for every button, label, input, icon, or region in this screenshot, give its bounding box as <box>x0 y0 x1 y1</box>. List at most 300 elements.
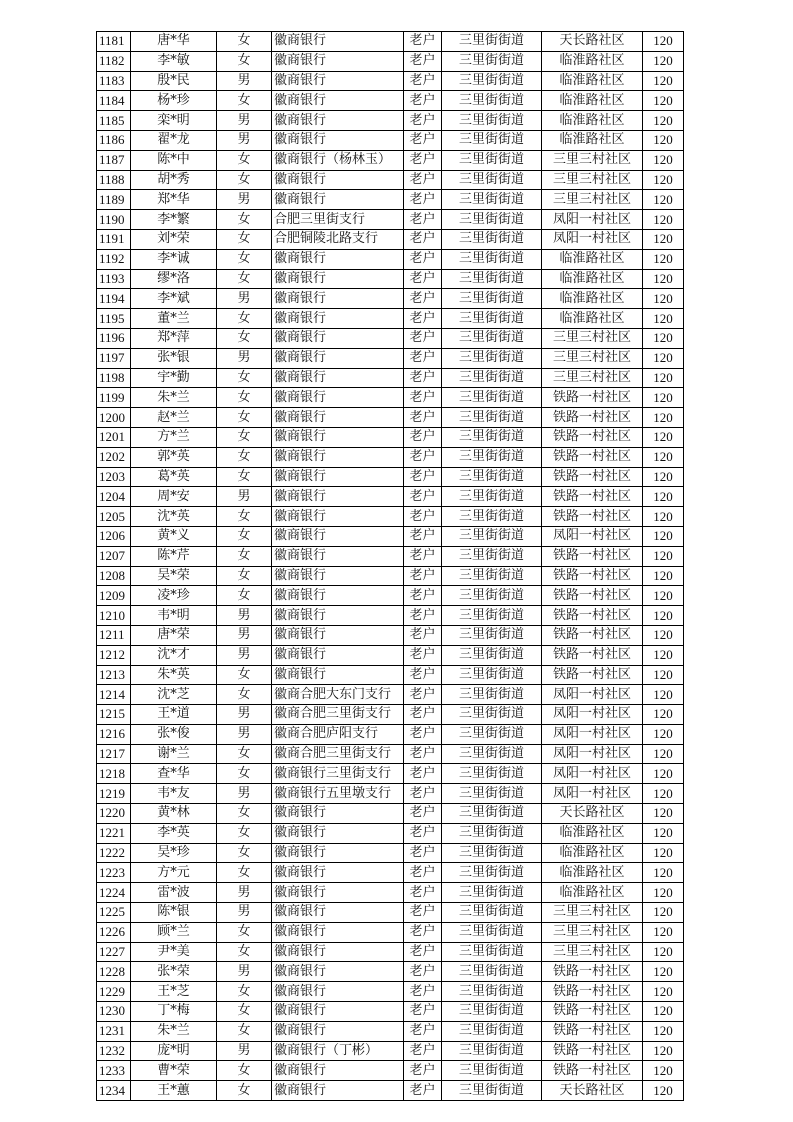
bank-name-cell: 徽商银行 <box>272 962 404 982</box>
community-cell: 铁路一村社区 <box>542 665 643 685</box>
gender-cell: 男 <box>217 190 272 210</box>
account-type-cell: 老户 <box>404 289 442 309</box>
account-type-cell: 老户 <box>404 328 442 348</box>
row-number-cell: 1199 <box>97 388 131 408</box>
account-type-cell: 老户 <box>404 843 442 863</box>
amount-cell: 120 <box>643 863 684 883</box>
gender-cell: 男 <box>217 606 272 626</box>
community-cell: 天长路社区 <box>542 804 643 824</box>
community-cell: 铁路一村社区 <box>542 606 643 626</box>
table-row <box>97 111 684 131</box>
gender-cell: 男 <box>217 903 272 923</box>
resident-name-cell: 李*敏 <box>131 51 217 71</box>
community-cell: 三里三村社区 <box>542 190 643 210</box>
resident-name-cell: 赵*兰 <box>131 408 217 428</box>
bank-name-cell: 徽商银行 <box>272 1081 404 1101</box>
account-type-cell: 老户 <box>404 51 442 71</box>
gender-cell: 女 <box>217 922 272 942</box>
amount-cell: 120 <box>643 982 684 1002</box>
row-number-cell: 1194 <box>97 289 131 309</box>
row-number-cell: 1224 <box>97 883 131 903</box>
row-number-cell: 1228 <box>97 962 131 982</box>
resident-name-cell: 沈*才 <box>131 645 217 665</box>
resident-name-cell: 郑*萍 <box>131 328 217 348</box>
account-type-cell: 老户 <box>404 883 442 903</box>
resident-name-cell: 缪*洛 <box>131 269 217 289</box>
resident-name-cell: 刘*荣 <box>131 229 217 249</box>
amount-cell: 120 <box>643 487 684 507</box>
gender-cell: 男 <box>217 962 272 982</box>
amount-cell: 120 <box>643 467 684 487</box>
gender-cell: 女 <box>217 1081 272 1101</box>
account-type-cell: 老户 <box>404 903 442 923</box>
street-cell: 三里街街道 <box>442 467 542 487</box>
resident-name-cell: 吴*荣 <box>131 566 217 586</box>
account-type-cell: 老户 <box>404 1081 442 1101</box>
street-cell: 三里街街道 <box>442 289 542 309</box>
community-cell: 铁路一村社区 <box>542 586 643 606</box>
amount-cell: 120 <box>643 566 684 586</box>
gender-cell: 女 <box>217 1061 272 1081</box>
resident-name-cell: 董*兰 <box>131 309 217 329</box>
resident-name-cell: 陈*芹 <box>131 546 217 566</box>
row-number-cell: 1219 <box>97 784 131 804</box>
resident-name-cell: 郑*华 <box>131 190 217 210</box>
row-number-cell: 1230 <box>97 1002 131 1022</box>
amount-cell: 120 <box>643 724 684 744</box>
amount-cell: 120 <box>643 507 684 527</box>
gender-cell: 女 <box>217 368 272 388</box>
gender-cell: 女 <box>217 764 272 784</box>
row-number-cell: 1185 <box>97 111 131 131</box>
resident-name-cell: 王*芝 <box>131 982 217 1002</box>
street-cell: 三里街街道 <box>442 229 542 249</box>
table-row <box>97 744 684 764</box>
resident-name-cell: 李*诚 <box>131 249 217 269</box>
account-type-cell: 老户 <box>404 764 442 784</box>
community-cell: 凤阳一村社区 <box>542 744 643 764</box>
amount-cell: 120 <box>643 408 684 428</box>
community-cell: 铁路一村社区 <box>542 467 643 487</box>
resident-name-cell: 谢*兰 <box>131 744 217 764</box>
bank-name-cell: 徽商银行 <box>272 922 404 942</box>
gender-cell: 女 <box>217 229 272 249</box>
gender-cell: 女 <box>217 804 272 824</box>
account-type-cell: 老户 <box>404 507 442 527</box>
row-number-cell: 1189 <box>97 190 131 210</box>
row-number-cell: 1225 <box>97 903 131 923</box>
amount-cell: 120 <box>643 705 684 725</box>
resident-name-cell: 王*蕙 <box>131 1081 217 1101</box>
account-type-cell: 老户 <box>404 309 442 329</box>
bank-name-cell: 徽商银行 <box>272 804 404 824</box>
row-number-cell: 1217 <box>97 744 131 764</box>
row-number-cell: 1220 <box>97 804 131 824</box>
community-cell: 临淮路社区 <box>542 130 643 150</box>
gender-cell: 女 <box>217 309 272 329</box>
street-cell: 三里街街道 <box>442 1002 542 1022</box>
row-number-cell: 1204 <box>97 487 131 507</box>
gender-cell: 女 <box>217 269 272 289</box>
gender-cell: 女 <box>217 665 272 685</box>
community-cell: 铁路一村社区 <box>542 982 643 1002</box>
amount-cell: 120 <box>643 32 684 52</box>
amount-cell: 120 <box>643 289 684 309</box>
table-row <box>97 804 684 824</box>
table-row <box>97 942 684 962</box>
amount-cell: 120 <box>643 229 684 249</box>
row-number-cell: 1210 <box>97 606 131 626</box>
community-cell: 凤阳一村社区 <box>542 784 643 804</box>
community-cell: 三里三村社区 <box>542 942 643 962</box>
row-number-cell: 1182 <box>97 51 131 71</box>
table-row <box>97 784 684 804</box>
table-row <box>97 883 684 903</box>
gender-cell: 男 <box>217 625 272 645</box>
amount-cell: 120 <box>643 903 684 923</box>
street-cell: 三里街街道 <box>442 170 542 190</box>
table-row <box>97 229 684 249</box>
gender-cell: 女 <box>217 447 272 467</box>
row-number-cell: 1208 <box>97 566 131 586</box>
row-number-cell: 1234 <box>97 1081 131 1101</box>
bank-name-cell: 徽商银行 <box>272 645 404 665</box>
street-cell: 三里街街道 <box>442 546 542 566</box>
community-cell: 凤阳一村社区 <box>542 705 643 725</box>
bank-name-cell: 徽商合肥三里街支行 <box>272 744 404 764</box>
account-type-cell: 老户 <box>404 625 442 645</box>
community-cell: 凤阳一村社区 <box>542 210 643 230</box>
row-number-cell: 1202 <box>97 447 131 467</box>
table-row <box>97 309 684 329</box>
street-cell: 三里街街道 <box>442 645 542 665</box>
amount-cell: 120 <box>643 71 684 91</box>
street-cell: 三里街街道 <box>442 1041 542 1061</box>
resident-name-cell: 方*兰 <box>131 427 217 447</box>
account-type-cell: 老户 <box>404 249 442 269</box>
bank-name-cell: 徽商银行 <box>272 903 404 923</box>
gender-cell: 女 <box>217 210 272 230</box>
row-number-cell: 1186 <box>97 130 131 150</box>
bank-name-cell: 徽商银行 <box>272 1002 404 1022</box>
table-row <box>97 269 684 289</box>
street-cell: 三里街街道 <box>442 487 542 507</box>
table-row <box>97 526 684 546</box>
community-cell: 临淮路社区 <box>542 249 643 269</box>
amount-cell: 120 <box>643 1081 684 1101</box>
account-type-cell: 老户 <box>404 150 442 170</box>
street-cell: 三里街街道 <box>442 269 542 289</box>
street-cell: 三里街街道 <box>442 764 542 784</box>
table-row <box>97 1061 684 1081</box>
table-row <box>97 863 684 883</box>
resident-name-cell: 吴*珍 <box>131 843 217 863</box>
resident-name-cell: 杨*珍 <box>131 91 217 111</box>
community-cell: 临淮路社区 <box>542 269 643 289</box>
community-cell: 铁路一村社区 <box>542 645 643 665</box>
bank-name-cell: 合肥三里街支行 <box>272 210 404 230</box>
gender-cell: 男 <box>217 348 272 368</box>
table-row <box>97 427 684 447</box>
bank-name-cell: 徽商银行 <box>272 368 404 388</box>
row-number-cell: 1187 <box>97 150 131 170</box>
bank-name-cell: 徽商银行 <box>272 665 404 685</box>
community-cell: 临淮路社区 <box>542 91 643 111</box>
account-type-cell: 老户 <box>404 32 442 52</box>
community-cell: 三里三村社区 <box>542 150 643 170</box>
street-cell: 三里街街道 <box>442 804 542 824</box>
account-type-cell: 老户 <box>404 665 442 685</box>
bank-name-cell: 徽商合肥三里街支行 <box>272 705 404 725</box>
street-cell: 三里街街道 <box>442 883 542 903</box>
table-row <box>97 982 684 1002</box>
account-type-cell: 老户 <box>404 645 442 665</box>
account-type-cell: 老户 <box>404 586 442 606</box>
gender-cell: 男 <box>217 784 272 804</box>
street-cell: 三里街街道 <box>442 724 542 744</box>
amount-cell: 120 <box>643 804 684 824</box>
account-type-cell: 老户 <box>404 606 442 626</box>
amount-cell: 120 <box>643 130 684 150</box>
resident-name-cell: 顾*兰 <box>131 922 217 942</box>
community-cell: 铁路一村社区 <box>542 1002 643 1022</box>
community-cell: 三里三村社区 <box>542 903 643 923</box>
community-cell: 铁路一村社区 <box>542 408 643 428</box>
amount-cell: 120 <box>643 625 684 645</box>
amount-cell: 120 <box>643 368 684 388</box>
street-cell: 三里街街道 <box>442 903 542 923</box>
gender-cell: 女 <box>217 507 272 527</box>
bank-name-cell: 徽商银行 <box>272 566 404 586</box>
gender-cell: 男 <box>217 111 272 131</box>
gender-cell: 女 <box>217 32 272 52</box>
street-cell: 三里街街道 <box>442 32 542 52</box>
bank-name-cell: 徽商银行 <box>272 130 404 150</box>
row-number-cell: 1192 <box>97 249 131 269</box>
street-cell: 三里街街道 <box>442 130 542 150</box>
community-cell: 铁路一村社区 <box>542 1021 643 1041</box>
row-number-cell: 1226 <box>97 922 131 942</box>
bank-name-cell: 徽商银行 <box>272 1021 404 1041</box>
street-cell: 三里街街道 <box>442 348 542 368</box>
table-row <box>97 1021 684 1041</box>
table-row <box>97 348 684 368</box>
gender-cell: 女 <box>217 91 272 111</box>
street-cell: 三里街街道 <box>442 210 542 230</box>
community-cell: 三里三村社区 <box>542 348 643 368</box>
resident-name-cell: 李*斌 <box>131 289 217 309</box>
row-number-cell: 1215 <box>97 705 131 725</box>
table-row <box>97 447 684 467</box>
amount-cell: 120 <box>643 51 684 71</box>
account-type-cell: 老户 <box>404 784 442 804</box>
gender-cell: 女 <box>217 1021 272 1041</box>
amount-cell: 120 <box>643 784 684 804</box>
street-cell: 三里街街道 <box>442 1061 542 1081</box>
resident-name-cell: 朱*英 <box>131 665 217 685</box>
amount-cell: 120 <box>643 606 684 626</box>
bank-name-cell: 徽商银行 <box>272 32 404 52</box>
bank-name-cell: 合肥铜陵北路支行 <box>272 229 404 249</box>
gender-cell: 女 <box>217 328 272 348</box>
resident-name-cell: 宇*勤 <box>131 368 217 388</box>
bank-name-cell: 徽商银行 <box>272 883 404 903</box>
resident-name-cell: 尹*美 <box>131 942 217 962</box>
table-row <box>97 546 684 566</box>
bank-name-cell: 徽商银行 <box>272 507 404 527</box>
community-cell: 三里三村社区 <box>542 170 643 190</box>
table-row <box>97 705 684 725</box>
gender-cell: 男 <box>217 487 272 507</box>
table-body <box>97 32 684 1101</box>
row-number-cell: 1205 <box>97 507 131 527</box>
street-cell: 三里街街道 <box>442 586 542 606</box>
bank-name-cell: 徽商银行 <box>272 863 404 883</box>
row-number-cell: 1183 <box>97 71 131 91</box>
bank-name-cell: 徽商银行 <box>272 1061 404 1081</box>
bank-name-cell: 徽商银行三里街支行 <box>272 764 404 784</box>
account-type-cell: 老户 <box>404 170 442 190</box>
gender-cell: 女 <box>217 249 272 269</box>
community-cell: 天长路社区 <box>542 32 643 52</box>
gender-cell: 女 <box>217 546 272 566</box>
resident-name-cell: 栾*明 <box>131 111 217 131</box>
gender-cell: 男 <box>217 724 272 744</box>
amount-cell: 120 <box>643 249 684 269</box>
resident-name-cell: 朱*兰 <box>131 388 217 408</box>
amount-cell: 120 <box>643 190 684 210</box>
resident-name-cell: 翟*龙 <box>131 130 217 150</box>
row-number-cell: 1212 <box>97 645 131 665</box>
account-type-cell: 老户 <box>404 269 442 289</box>
table-row <box>97 645 684 665</box>
amount-cell: 120 <box>643 962 684 982</box>
table-row <box>97 685 684 705</box>
amount-cell: 120 <box>643 348 684 368</box>
row-number-cell: 1184 <box>97 91 131 111</box>
street-cell: 三里街街道 <box>442 71 542 91</box>
community-cell: 铁路一村社区 <box>542 447 643 467</box>
community-cell: 铁路一村社区 <box>542 566 643 586</box>
bank-name-cell: 徽商银行（丁彬） <box>272 1041 404 1061</box>
community-cell: 铁路一村社区 <box>542 1061 643 1081</box>
row-number-cell: 1209 <box>97 586 131 606</box>
bank-name-cell: 徽商银行 <box>272 170 404 190</box>
community-cell: 铁路一村社区 <box>542 546 643 566</box>
amount-cell: 120 <box>643 170 684 190</box>
gender-cell: 男 <box>217 645 272 665</box>
bank-name-cell: 徽商银行 <box>272 269 404 289</box>
street-cell: 三里街街道 <box>442 942 542 962</box>
resident-name-cell: 黄*义 <box>131 526 217 546</box>
gender-cell: 男 <box>217 289 272 309</box>
street-cell: 三里街街道 <box>442 625 542 645</box>
account-type-cell: 老户 <box>404 526 442 546</box>
table-row <box>97 962 684 982</box>
account-type-cell: 老户 <box>404 427 442 447</box>
amount-cell: 120 <box>643 1021 684 1041</box>
street-cell: 三里街街道 <box>442 91 542 111</box>
street-cell: 三里街街道 <box>442 784 542 804</box>
table-row <box>97 922 684 942</box>
account-type-cell: 老户 <box>404 91 442 111</box>
street-cell: 三里街街道 <box>442 606 542 626</box>
account-type-cell: 老户 <box>404 210 442 230</box>
bank-name-cell: 徽商银行 <box>272 526 404 546</box>
bank-name-cell: 徽商银行 <box>272 111 404 131</box>
account-type-cell: 老户 <box>404 1041 442 1061</box>
row-number-cell: 1231 <box>97 1021 131 1041</box>
row-number-cell: 1206 <box>97 526 131 546</box>
gender-cell: 女 <box>217 586 272 606</box>
community-cell: 铁路一村社区 <box>542 962 643 982</box>
bank-name-cell: 徽商银行 <box>272 823 404 843</box>
amount-cell: 120 <box>643 1002 684 1022</box>
amount-cell: 120 <box>643 764 684 784</box>
table-row <box>97 487 684 507</box>
gender-cell: 女 <box>217 388 272 408</box>
resident-name-cell: 周*安 <box>131 487 217 507</box>
bank-name-cell: 徽商银行 <box>272 586 404 606</box>
street-cell: 三里街街道 <box>442 328 542 348</box>
bank-name-cell: 徽商银行 <box>272 309 404 329</box>
row-number-cell: 1211 <box>97 625 131 645</box>
amount-cell: 120 <box>643 823 684 843</box>
gender-cell: 男 <box>217 883 272 903</box>
amount-cell: 120 <box>643 942 684 962</box>
table-row <box>97 388 684 408</box>
bank-name-cell: 徽商银行 <box>272 546 404 566</box>
table-row <box>97 170 684 190</box>
street-cell: 三里街街道 <box>442 249 542 269</box>
amount-cell: 120 <box>643 210 684 230</box>
table-row <box>97 665 684 685</box>
row-number-cell: 1229 <box>97 982 131 1002</box>
amount-cell: 120 <box>643 427 684 447</box>
row-number-cell: 1214 <box>97 685 131 705</box>
community-cell: 临淮路社区 <box>542 289 643 309</box>
bank-name-cell: 徽商银行 <box>272 348 404 368</box>
table-row <box>97 764 684 784</box>
community-cell: 铁路一村社区 <box>542 487 643 507</box>
table-row <box>97 91 684 111</box>
row-number-cell: 1233 <box>97 1061 131 1081</box>
street-cell: 三里街街道 <box>442 526 542 546</box>
gender-cell: 女 <box>217 843 272 863</box>
table-row <box>97 903 684 923</box>
street-cell: 三里街街道 <box>442 368 542 388</box>
resident-name-cell: 李*英 <box>131 823 217 843</box>
table-row <box>97 507 684 527</box>
bank-name-cell: 徽商银行 <box>272 606 404 626</box>
street-cell: 三里街街道 <box>442 665 542 685</box>
row-number-cell: 1203 <box>97 467 131 487</box>
street-cell: 三里街街道 <box>442 843 542 863</box>
community-cell: 临淮路社区 <box>542 51 643 71</box>
table-row <box>97 408 684 428</box>
table-row <box>97 1002 684 1022</box>
account-type-cell: 老户 <box>404 863 442 883</box>
account-type-cell: 老户 <box>404 71 442 91</box>
table-row <box>97 328 684 348</box>
community-cell: 临淮路社区 <box>542 843 643 863</box>
community-cell: 铁路一村社区 <box>542 427 643 447</box>
bank-name-cell: 徽商银行 <box>272 388 404 408</box>
street-cell: 三里街街道 <box>442 922 542 942</box>
row-number-cell: 1221 <box>97 823 131 843</box>
resident-name-cell: 韦*明 <box>131 606 217 626</box>
gender-cell: 女 <box>217 744 272 764</box>
